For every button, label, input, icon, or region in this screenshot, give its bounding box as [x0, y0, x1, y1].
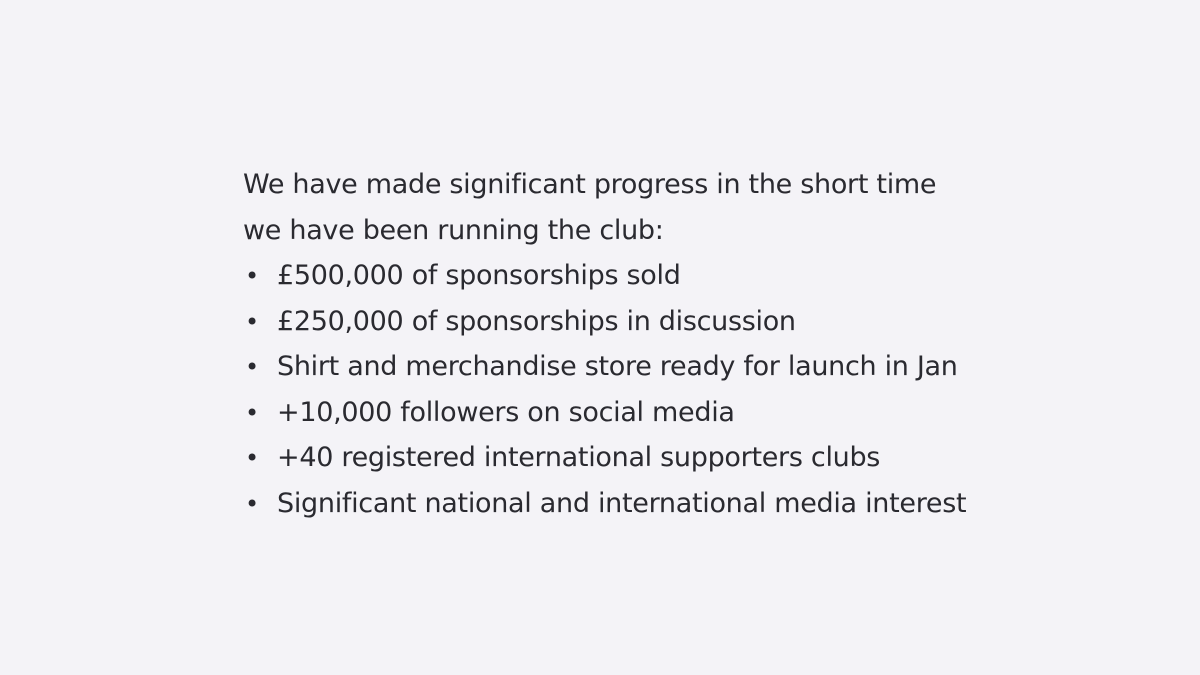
list-item-text: £500,000 of sponsorships sold [277, 260, 681, 291]
list-item-text: Significant national and international media interest [277, 487, 967, 519]
intro-line-1: We have made significant progress in the short time [243, 169, 937, 200]
bullet-icon: • [245, 444, 259, 472]
bullet-icon: • [245, 489, 259, 518]
list-item-text: +40 registered international supporters clubs [277, 442, 881, 473]
list-item-text: +10,000 followers on social media [277, 396, 735, 428]
intro-line-2: we have been running the club: [243, 214, 664, 246]
list-item-text: Shirt and merchandise store ready for launch in Jan [277, 351, 958, 382]
list-item [243, 344, 1143, 390]
progress-statement [243, 162, 1143, 526]
list-item [243, 253, 1143, 299]
list-item [243, 481, 1143, 527]
list-item [243, 435, 1143, 481]
list-item [243, 390, 1143, 436]
bullet-icon: • [245, 307, 259, 336]
list-item-text: £250,000 of sponsorships in discussion [277, 305, 796, 337]
bullet-icon: • [245, 398, 259, 427]
list-item [243, 299, 1143, 345]
bullet-icon: • [245, 262, 259, 290]
intro-text [243, 162, 1143, 253]
progress-list [243, 253, 1143, 526]
bullet-icon: • [245, 353, 259, 381]
